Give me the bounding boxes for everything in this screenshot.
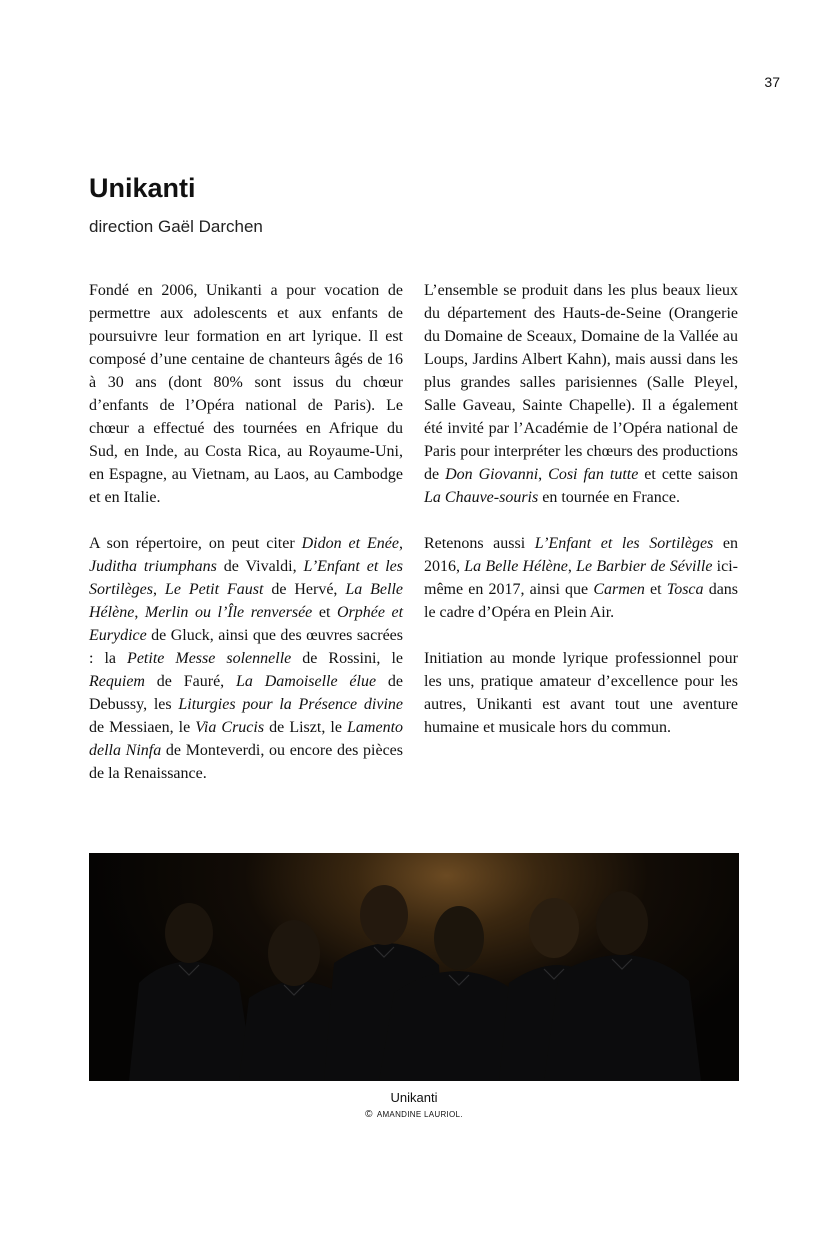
text-run: et <box>312 604 337 621</box>
text-run: , <box>538 466 549 483</box>
photo-caption: Unikanti <box>390 1090 438 1105</box>
text-run: dans le cadre d’Opéra en Plein Air. <box>424 581 739 621</box>
text-run: de Monteverdi, ou encore des pièces de la Renaissance. <box>89 742 403 782</box>
paragraph-venues <box>424 279 738 509</box>
work-title: Orphée et Eurydice <box>89 604 404 644</box>
page-subtitle: direction Gaël Darchen <box>89 217 263 236</box>
work-title: Lamento della Ninfa <box>89 719 404 759</box>
work-title: La Belle Hélène <box>89 581 404 621</box>
work-title: La Damoiselle élue <box>236 673 377 690</box>
text-run: , <box>399 535 404 552</box>
work-title: Via Crucis <box>195 719 265 736</box>
work-title: Tosca <box>666 581 704 598</box>
text-run: , <box>134 604 145 621</box>
text-run: L’ensemble se produit dans les plus beaux lieux du département des Hauts-de-Seine (Orangerie du Domaine de Sceaux, Domaine de la Vallée au Loups, Jardins Albert Kahn), mais aussi dans les plus grandes salles parisiennes (Salle Pleyel, Salle Gaveau, Sainte Chapelle). Il a également été invité par l’Académie de l’Opéra national de Paris pour interpréter les chœurs des productions de <box>424 282 738 483</box>
text-run: , <box>567 558 577 575</box>
work-title: Merlin ou l’Île renversée <box>144 604 313 621</box>
work-title: La Belle Hélène <box>464 558 568 575</box>
text-run: de Vivaldi, <box>216 558 304 575</box>
work-title: Requiem <box>89 673 145 690</box>
work-title: L’Enfant et les Sortilèges <box>89 558 404 598</box>
text-run: en 2016, <box>424 535 739 575</box>
work-title: Carmen <box>593 581 645 598</box>
text-run: en tournée en France. <box>538 489 680 506</box>
text-run: A son répertoire, on peut citer <box>89 535 302 552</box>
text-run: de Rossini, le <box>291 650 403 667</box>
photo-credit <box>89 1109 739 1120</box>
work-title: Liturgies pour la Présence divine <box>178 696 404 713</box>
page-title: Unikanti <box>89 173 196 203</box>
paragraph-summary: Initiation au monde lyrique professionnel pour les uns, pratique amateur d’excellence pour les autres, Unikanti est avant tout une aventure humaine et musicale hors du commun. <box>424 650 738 736</box>
paragraph-history: Fondé en 2006, Unikanti a pour vocation de permettre aux adolescents et aux enfants de poursuivre leur formation en art lyrique. Il est composé d’une centaine de chanteurs âgés de 16 à 30 ans (dont 80% sont issus du chœur d’enfants de l’Opéra national de Paris). Le chœur a effectué des tournées en Afrique du Sud, en Inde, au Costa Rica, au Royaume-Uni, en Espagne, au Vietnam, au Laos, au Cambodge et en Italie. <box>89 282 403 506</box>
work-title: Le Petit Faust <box>164 581 264 598</box>
text-run: et cette saison <box>638 466 738 483</box>
right-column <box>424 279 738 739</box>
text-run: et <box>644 581 667 598</box>
work-title: Don Giovanni <box>445 466 539 483</box>
paragraph-repertoire <box>89 532 403 785</box>
text-run: ici-même en 2017, ainsi que <box>424 558 739 598</box>
text-run: Retenons aussi <box>424 535 535 552</box>
text-run: de Messiaen, le <box>89 719 196 736</box>
copyright-icon: © <box>365 1109 373 1120</box>
paragraph-performances <box>424 532 738 624</box>
text-run: de Debussy, les <box>89 673 404 713</box>
text-run: , <box>153 581 165 598</box>
text-run: de Liszt, le <box>264 719 348 736</box>
work-title: Didon et Enée <box>301 535 400 552</box>
work-title: Petite Messe solennelle <box>127 650 292 667</box>
work-title: La Chauve-souris <box>424 489 539 506</box>
page-number: 37 <box>764 74 780 90</box>
text-run: de Gluck, ainsi que des œuvres sacrées : la <box>89 627 403 667</box>
left-column <box>89 279 403 785</box>
work-title: Le Barbier de Séville <box>576 558 713 575</box>
work-title: L’Enfant et les Sortilèges <box>534 535 714 552</box>
choir-photo <box>89 853 739 1081</box>
work-title: Juditha triumphans <box>89 558 217 575</box>
text-run: de Fauré, <box>144 673 236 690</box>
photo-credit-text: AMANDINE LAURIOL. <box>376 1110 463 1119</box>
text-run: de Hervé, <box>263 581 346 598</box>
work-title: Cosi fan tutte <box>548 466 639 483</box>
